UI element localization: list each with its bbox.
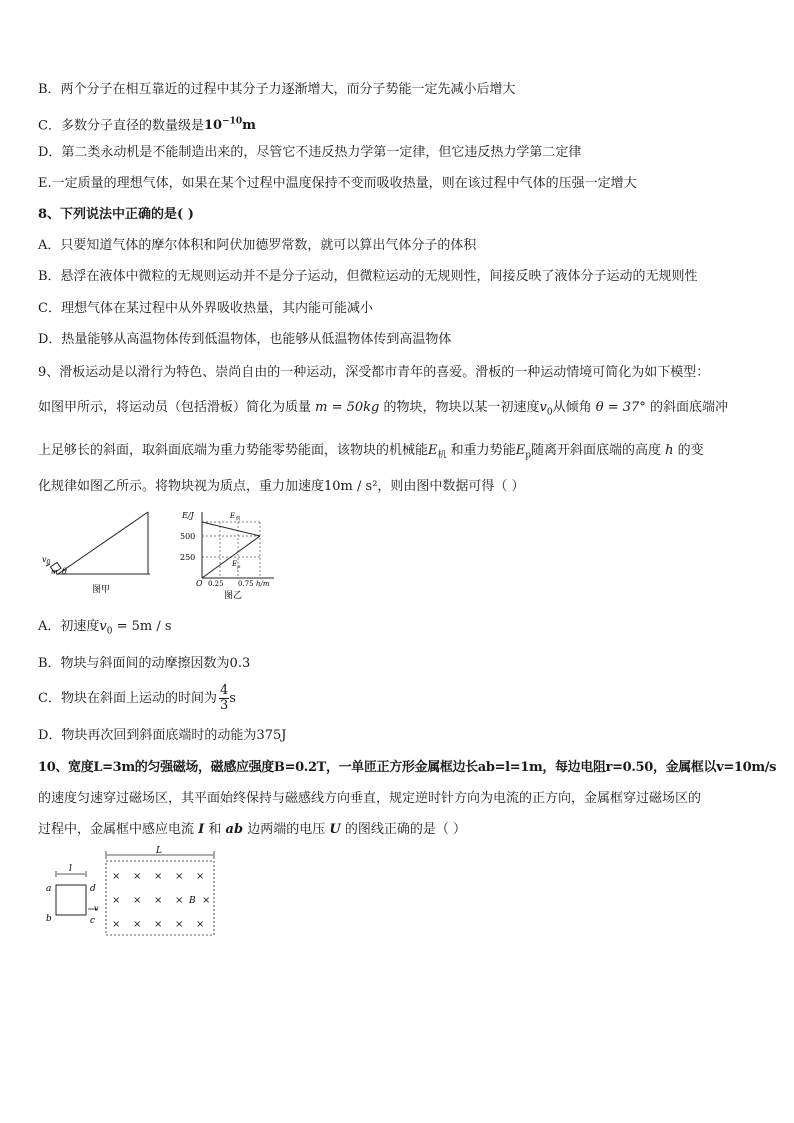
L-label: L — [156, 846, 162, 856]
q9-stem-line2: 如图甲所示，将运动员（包括滑板）简化为质量 m = 50kg 的物块，物块以某一初速度$v_0$从倾角 θ = 37° 的斜面底端冲 — [38, 400, 728, 418]
mech-energy-line — [202, 522, 260, 536]
q8-option-c: C．理想气体在某过程中从外界吸收热量，其内能可能减小 — [38, 301, 373, 316]
cross: × — [133, 895, 142, 906]
cross: × — [154, 919, 163, 930]
q10-current-I: I — [198, 822, 205, 837]
q9-line2-text-c: 从倾角 — [552, 400, 592, 415]
q9-theta: θ = 37° — [595, 400, 646, 415]
field-crosses — [112, 871, 210, 930]
q9-gravity: 10m / s² — [324, 479, 378, 494]
q9-mass: m = 50kg — [315, 400, 380, 415]
q8-option-d: D．热量能够从高温物体传到低温物体，也能够从低温物体传到高温物体 — [38, 332, 452, 347]
q7-option-e: E.一定质量的理想气体，如果在某个过程中温度保持不变而吸收热量，则在该过程中气体的压强一定增大 — [38, 176, 637, 191]
corner-d: d — [90, 884, 96, 894]
chart-y-label: E/J — [182, 511, 194, 520]
corner-b: b — [46, 914, 52, 924]
cross: × — [112, 895, 121, 906]
q9-potential-energy: E — [515, 443, 526, 458]
field-B-label: B — [189, 896, 196, 906]
q9-stem-line3 — [38, 442, 704, 465]
q7-option-c-text: C．多数分子直径的数量级是 — [38, 118, 204, 134]
q10-line3-text-c: 边两端的电压 — [247, 822, 326, 837]
q7-option-b: B．两个分子在相互靠近的过程中其分子力逐渐增大，而分子势能一定先减小后增大 — [38, 82, 516, 97]
q9-option-c-text: C．物块在斜面上运动的时间为 — [38, 691, 217, 706]
q10-figure-magnetic-field — [40, 845, 225, 940]
q9-option-a-text: A．初速度 — [38, 619, 100, 634]
q7-option-c — [38, 113, 256, 135]
q9-option-d-value: 375J — [256, 728, 287, 743]
cross: × — [154, 871, 163, 882]
l-label: l — [69, 864, 72, 874]
velocity-label: v — [94, 904, 99, 913]
metal-frame — [56, 885, 86, 915]
q9-line2-text-b: 的物块，物块以某一初速度 — [383, 400, 540, 415]
fig-caption-b: 图乙 — [224, 591, 243, 601]
q9-stem-line4 — [38, 478, 525, 496]
q10-line3-text-d: 的图线正确的是（ ） — [344, 822, 466, 837]
q9-line3-text-a: 上足够长的斜面，取斜面底端为重力势能零势能面，该物块的机械能 — [38, 443, 429, 458]
chart-ytick-250: 250 — [180, 553, 196, 562]
q9-mech-energy: E — [428, 443, 438, 458]
cross: × — [175, 919, 184, 930]
cross: × — [133, 919, 142, 930]
q9-option-a-value: = 5m / s — [112, 619, 172, 634]
q10-line3-text-b: 和 — [208, 822, 222, 837]
q10-line3-text-a: 过程中，金属框中感应电流 — [38, 822, 195, 837]
q10-stem-line1: 10、宽度L=3m的匀强磁场，磁感应强度B=0.2T，一单匝正方形金属框边长ab=l=1m，每边电阻r=0.50，金属框以v=10m/s — [38, 760, 777, 775]
q9-option-c-unit: s — [229, 691, 236, 706]
cross: × — [112, 919, 121, 930]
fraction-numerator: 4 — [219, 683, 229, 698]
q9-stem-line1: 9、滑板运动是以滑行为特色、崇尚自由的一种运动，深受都市青年的喜爱。滑板的一种运动情境可简化为如下模型： — [38, 365, 710, 380]
q9-height: h — [665, 443, 674, 458]
q9-figure-incline — [40, 506, 152, 598]
cross: × — [133, 871, 142, 882]
cross: × — [112, 871, 121, 882]
q7-option-c-value — [204, 118, 256, 133]
q9-line2-text-a: 如图甲所示，将运动员（包括滑板）简化为质量 — [38, 400, 312, 415]
fig-caption-a: 图甲 — [92, 585, 111, 595]
corner-c: c — [90, 916, 96, 926]
q9-potential-energy-sub: p — [525, 450, 531, 461]
q9-line2-text-d: 的斜面底端冲 — [649, 400, 728, 415]
chart-potential-label: $E_p$ — [232, 560, 241, 570]
q10-voltage-U: U — [329, 822, 341, 837]
q9-line4-text-b: ，则由图中数据可得（ ） — [377, 479, 525, 494]
q10-edge-ab: ab — [225, 822, 244, 837]
q9-mech-energy-sub: 机 — [437, 450, 447, 461]
q9-option-a — [38, 618, 172, 641]
chart-xtick-075: 0.75 — [238, 580, 254, 588]
cross: × — [175, 871, 184, 882]
q9-option-a-sub: 0 — [106, 626, 113, 637]
q8-stem: 8、下列说法中正确的是( ) — [38, 207, 194, 222]
chart-ytick-500: 500 — [180, 532, 196, 541]
cross: × — [202, 895, 211, 906]
q9-option-c — [38, 683, 236, 715]
fraction-denominator: 3 — [219, 698, 229, 713]
q7-option-c-unit: m — [242, 118, 256, 134]
q9-option-d-text: D．物块再次回到斜面底端时的动能为 — [38, 728, 257, 743]
q10-stem-line2: 的速度匀速穿过磁场区，其平面始终保持与磁感线方向垂直，规定逆时针方向为电流的正方向，金属框穿过磁场区的 — [38, 791, 702, 806]
q9-option-a-var: v — [99, 619, 107, 634]
q9-option-d — [38, 727, 286, 745]
cross: × — [196, 919, 205, 930]
q8-option-b: B．悬浮在液体中微粒的无规则运动并不是分子运动，但微粒运动的无规则性，间接反映了液体分子运动的无规则性 — [38, 269, 698, 284]
q8-option-a: A．只要知道气体的摩尔体积和阿伏加德罗常数，就可以算出气体分子的体积 — [38, 238, 477, 253]
q9-option-b: B．物块与斜面间的动摩擦因数为0.3 — [38, 656, 251, 671]
q9-line3-text-d: 的变 — [677, 443, 704, 458]
q7-option-c-exponent: −10 — [222, 117, 243, 127]
q9-line3-text-c: 随离开斜面底端的高度 — [530, 443, 661, 458]
cross: × — [196, 871, 205, 882]
fig-theta-label: θ — [62, 567, 67, 576]
q7-option-c-base: 10 — [203, 118, 223, 134]
chart-x-label: h/m — [256, 580, 270, 588]
q9-line3-text-b: 和重力势能 — [450, 443, 516, 458]
q9-figure-energy-chart — [180, 506, 280, 601]
fig-mass-label: m — [51, 568, 58, 576]
incline-slope — [58, 512, 148, 574]
q9-line4-text-a: 化规律如图乙所示。将物块视为质点，重力加速度 — [38, 479, 325, 494]
q9-option-c-fraction — [219, 684, 229, 713]
cross: × — [175, 895, 184, 906]
corner-a: a — [46, 884, 52, 894]
q10-stem-line3 — [38, 821, 466, 839]
cross: × — [154, 895, 163, 906]
chart-origin: O — [196, 579, 203, 588]
chart-mech-label: $E_机$ — [230, 512, 241, 522]
q9-v0: v — [539, 400, 547, 415]
fig-v0-label: $v_0$ — [42, 555, 51, 566]
q7-option-d: D．第二类永动机是不能制造出来的，尽管它不违反热力学第一定律，但它违反热力学第二定律 — [38, 145, 582, 160]
chart-xtick-025: 0.25 — [208, 580, 224, 588]
